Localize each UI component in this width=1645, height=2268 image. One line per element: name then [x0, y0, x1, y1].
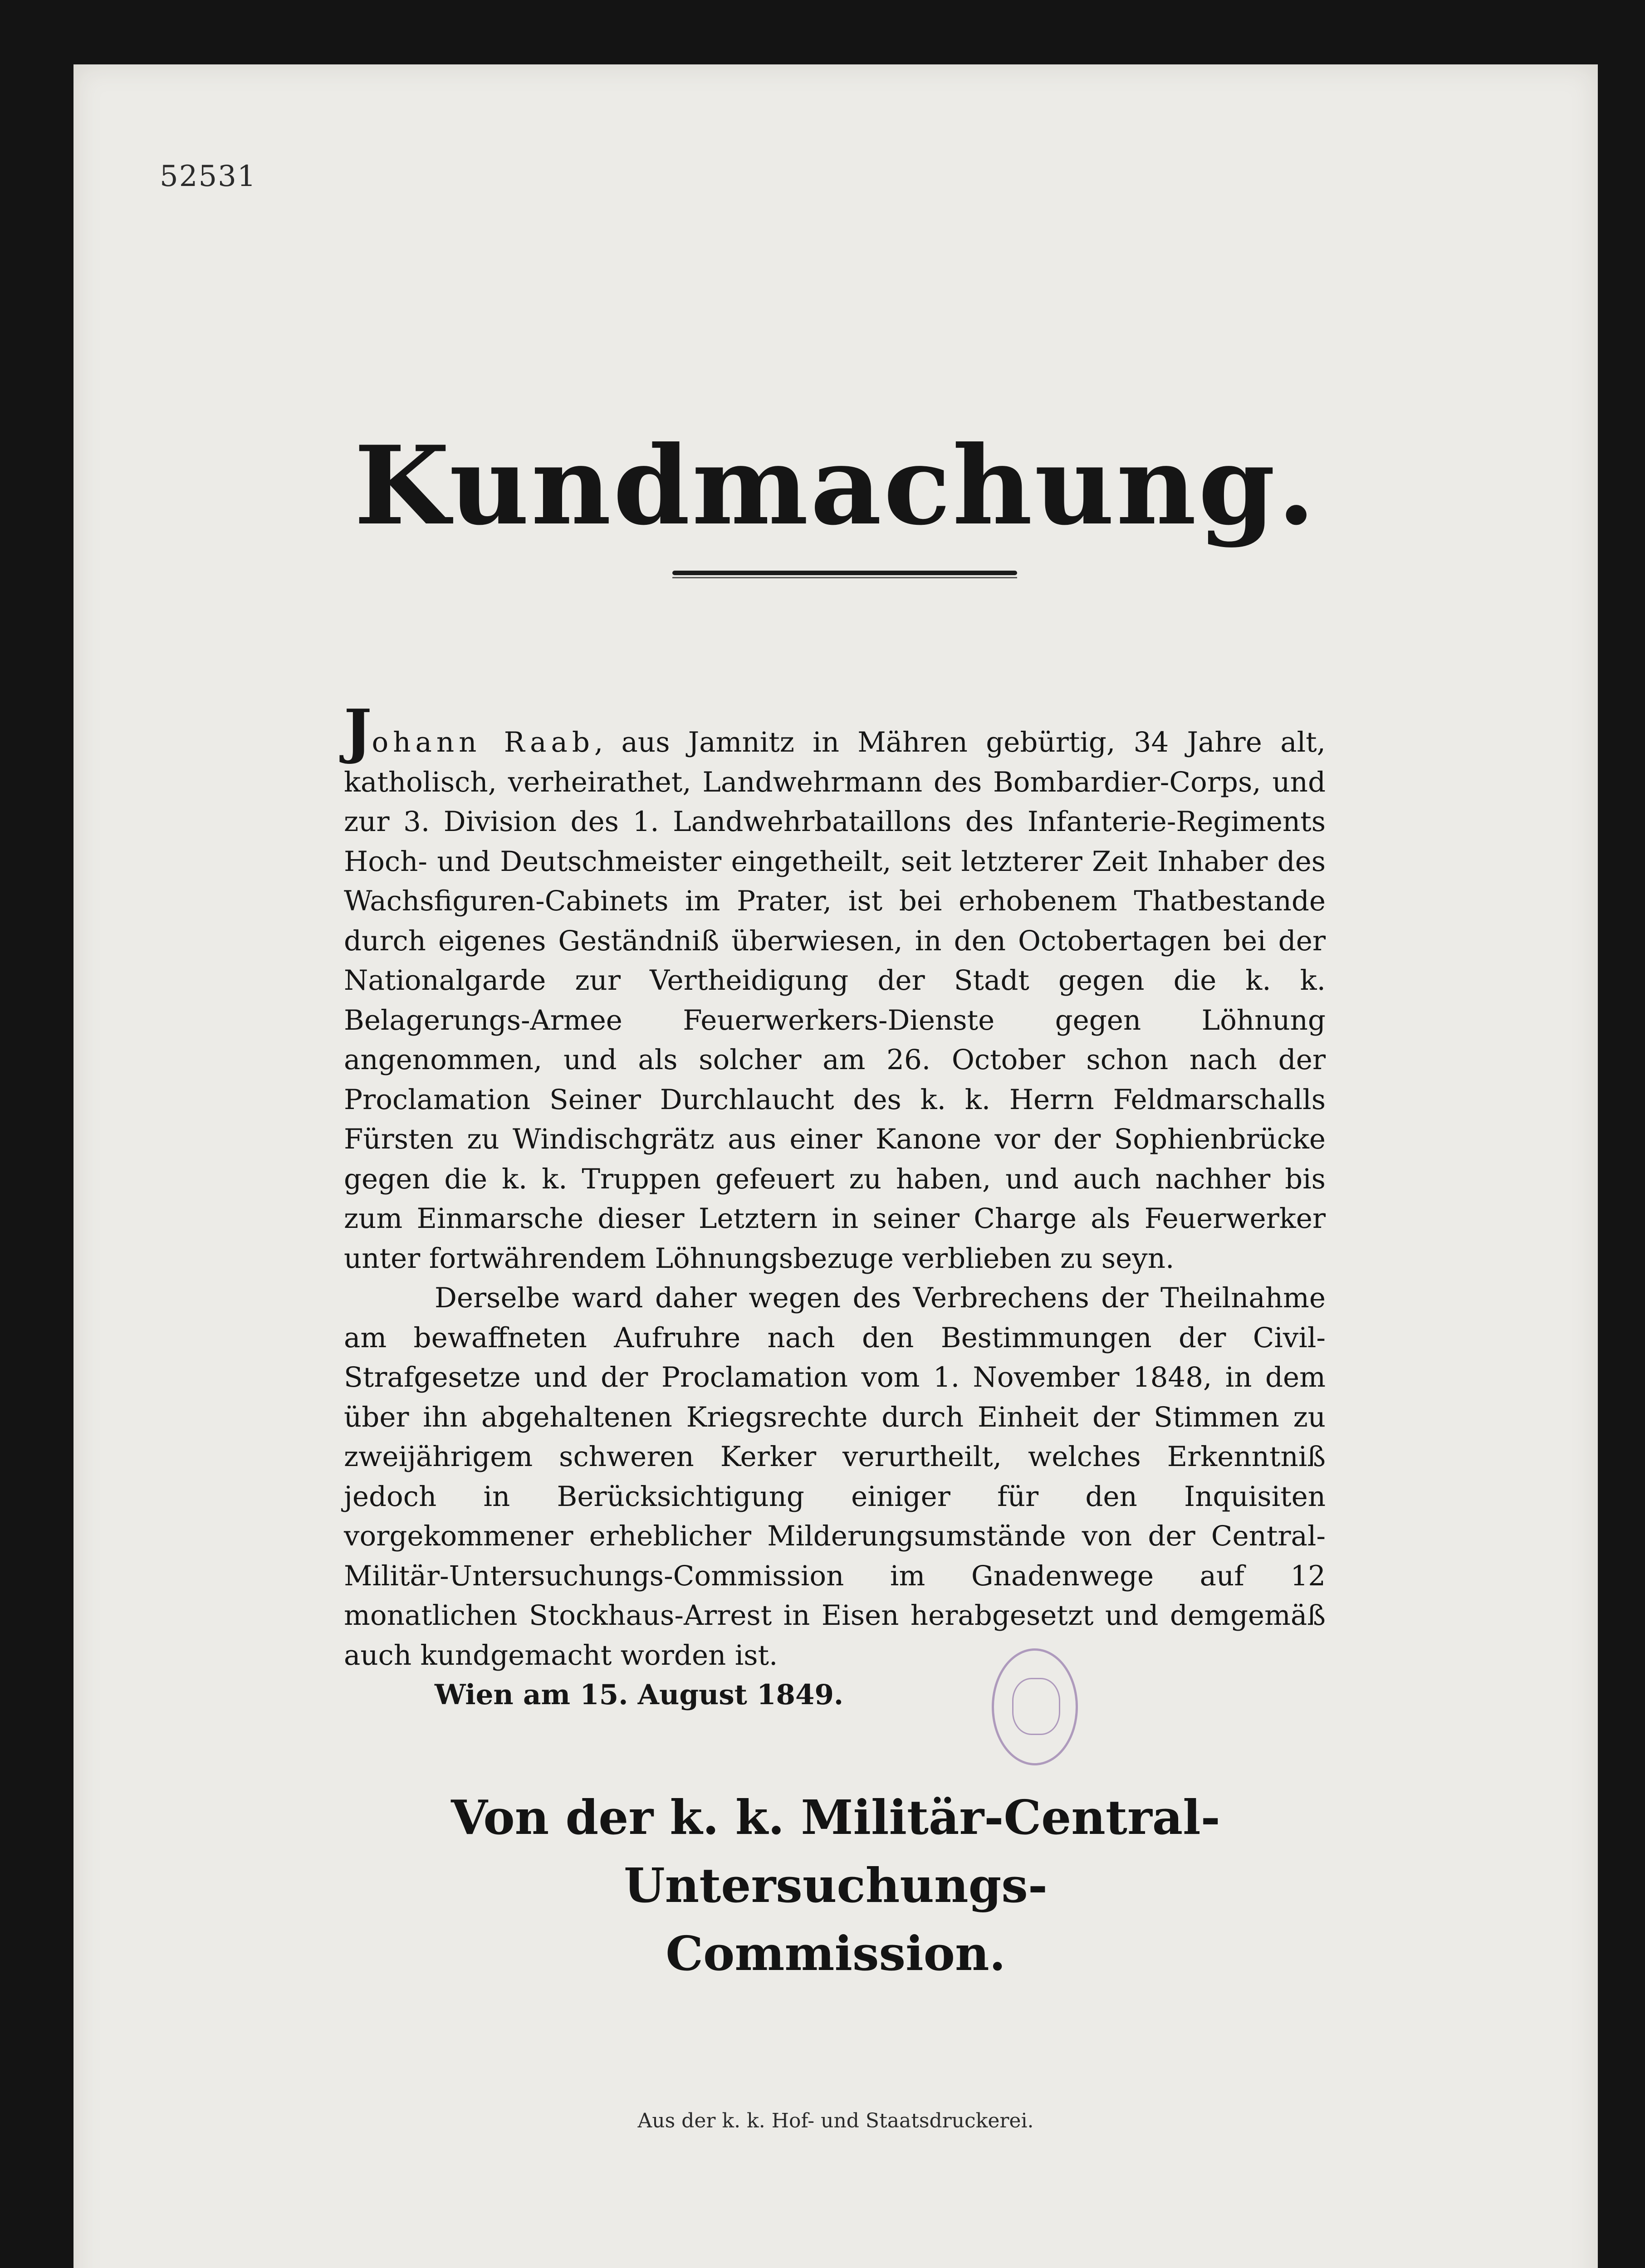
- title-divider: [672, 571, 1017, 575]
- authority-line-2: Commission.: [666, 1926, 1006, 1981]
- initial-letter: J: [344, 696, 372, 766]
- announcement-body: [344, 696, 1326, 1715]
- paragraph-1-text: , aus Jamnitz in Mähren gebürtig, 34 Jahre alt, katholisch, verheirathet, Landwehrmann des Bombardier-Corps, und zur 3. Division des 1. Landwehrbataillons des Infanterie-Regiments Hoch- und Deutschmeister eingetheilt, seit letzterer Zeit Inhaber des Wachsfiguren-Cabinets im Prater, ist bei erhobenem Thatbestande durch eigenes Geständniß überwiesen, in den Octobertagen bei der Nationalgarde zur Vertheidigung der Stadt gegen die k. k. Belagerungs-Armee Feuerwerkers-Dienste gegen Löhnung angenommen, und als solcher am 26. October schon nach der Proclamation Seiner Durchlaucht des k. k. Herrn Feldmarschalls Fürsten zu Windischgrätz aus einer Kanone vor der Sophienbrücke gegen die k. k. Truppen gefeuert zu haben, und auch nachher bis zum Einmarsche dieser Letztern in seiner Charge als Feuerwerker unter fortwährendem Löhnungsbezuge verblieben zu seyn.: [344, 726, 1326, 1275]
- issuing-authority: [300, 1784, 1371, 1988]
- printer-imprint: Aus der k. k. Hof- und Staatsdruckerei.: [637, 2109, 1034, 2132]
- document-sheet: [73, 64, 1598, 2268]
- authority-line-1: Von der k. k. Militär-Central-Untersuchungs-: [451, 1789, 1220, 1913]
- library-stamp: [992, 1648, 1078, 1765]
- reference-number: 52531: [160, 160, 257, 193]
- paragraph-2: Derselbe ward daher wegen des Verbrechens der Theilnahme am bewaffneten Aufruhre nach den Bestimmungen der Civil-Strafgesetze und der Proclamation vom 1. November 1848, in dem über ihn abgehaltenen Kriegsrechte durch Einheit der Stimmen zu zweijährigem schweren Kerker verurtheilt, welches Erkenntniß jedoch in Berücksichtigung einiger für den Inquisiten vorgekommener erheblicher Milderungsumstände von der Central-Militär-Untersuchungs-Commission im Gnadenwege auf 12 monatlichen Stockhaus-Arrest in Eisen herabgesetzt und demgemäß auch kundgemacht worden ist.: [344, 1282, 1326, 1672]
- paragraph-1: [344, 696, 1326, 1278]
- stamp-eagle-icon: [1012, 1678, 1060, 1735]
- date-line: Wien am 15. August 1849.: [435, 1679, 844, 1711]
- person-name: ohann Raab: [372, 726, 594, 758]
- document-title: Kundmachung.: [354, 423, 1317, 549]
